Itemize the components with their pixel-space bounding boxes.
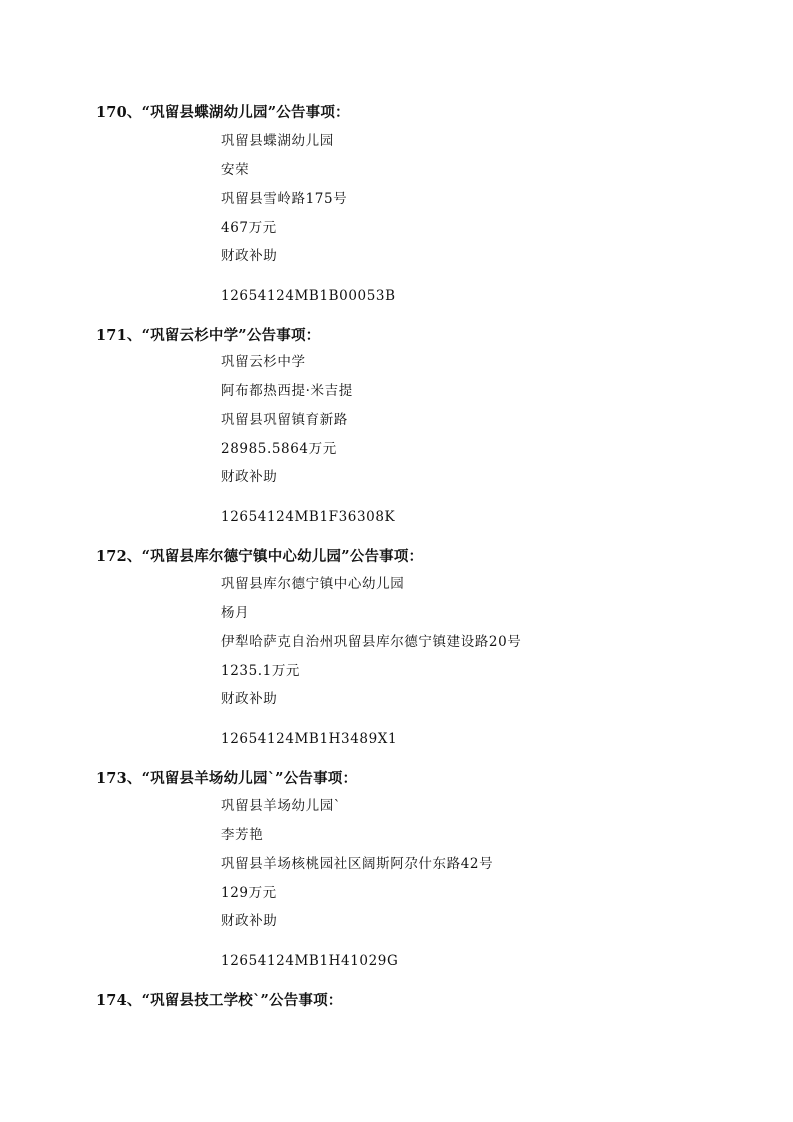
field-value: 巩留云杉中学 <box>221 354 306 370</box>
field-value: 巩留县巩留镇育新路 <box>221 412 348 428</box>
field-value: 李芳艳 <box>221 827 264 843</box>
field-value: 杨月 <box>221 605 250 621</box>
section-heading-171: 171、“巩留云杉中学”公告事项： <box>96 327 321 344</box>
field-value: 12654124MB1F36308K <box>221 509 396 525</box>
field-value: 安荣 <box>221 162 250 178</box>
field-value: 28985.5864万元 <box>221 441 337 457</box>
field-value: 巩留县库尔德宁镇中心幼儿园 <box>221 576 405 592</box>
field-value: 巩留县雪岭路175号 <box>221 191 348 207</box>
field-value: 12654124MB1H3489X1 <box>221 731 398 747</box>
section-heading-173: 173、“巩留县羊场幼儿园`”公告事项： <box>96 770 358 787</box>
field-value: 阿布都热西提·米吉提 <box>221 383 353 399</box>
field-value: 财政补助 <box>221 913 278 929</box>
field-value: 伊犁哈萨克自治州巩留县库尔德宁镇建设路20号 <box>221 634 522 650</box>
field-value: 467万元 <box>221 220 277 236</box>
field-value: 1235.1万元 <box>221 663 301 679</box>
field-value: 财政补助 <box>221 691 278 707</box>
field-value: 129万元 <box>221 885 277 901</box>
field-value: 巩留县蝶湖幼儿园 <box>221 133 334 149</box>
section-heading-174: 174、“巩留县技工学校`”公告事项： <box>96 992 343 1009</box>
section-heading-170: 170、“巩留县蝶湖幼儿园”公告事项： <box>96 104 350 121</box>
field-value: 12654124MB1B00053B <box>221 288 396 304</box>
field-value: 财政补助 <box>221 248 278 264</box>
field-value: 财政补助 <box>221 469 278 485</box>
field-value: 巩留县羊场幼儿园` <box>221 798 342 814</box>
field-value: 巩留县羊场核桃园社区阔斯阿尕什东路42号 <box>221 856 494 872</box>
section-heading-172: 172、“巩留县库尔德宁镇中心幼儿园”公告事项： <box>96 548 424 565</box>
field-value: 12654124MB1H41029G <box>221 953 399 969</box>
